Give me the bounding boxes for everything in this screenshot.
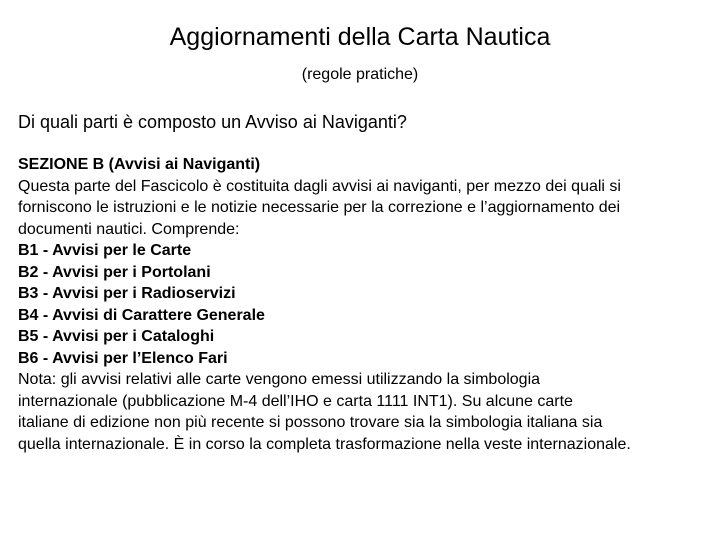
list-item: B1 - Avvisi per le Carte <box>18 242 192 259</box>
intro-line: forniscono le istruzioni e le notizie necessarie per la correzione e l’aggiornamento dei <box>18 199 621 216</box>
list-item: B3 - Avvisi per i Radioservizi <box>18 285 236 302</box>
list-item: B6 - Avvisi per l’Elenco Fari <box>18 349 228 367</box>
slide-subtitle: (regole pratiche) <box>301 66 419 83</box>
note-line: internazionale (pubblicazione M-4 dell’IHO e carta 1111 INT1). Su alcune carte <box>18 392 573 410</box>
intro-line: documenti nautici. Comprende: <box>18 220 240 238</box>
note-line: italiane di edizione non più recente si possono trovare sia la simbologia italiana sia <box>18 414 603 431</box>
slide-title: Aggiornamenti della Carta Nautica <box>169 23 551 51</box>
list-item: B5 - Avvisi per i Cataloghi <box>18 328 215 345</box>
intro-line: Questa parte del Fascicolo è costituita dagli avvisi ai naviganti, per mezzo dei quali si <box>18 177 621 195</box>
section-heading: SEZIONE B (Avvisi ai Naviganti) <box>18 156 261 173</box>
note-line: Nota: gli avvisi relativi alle carte vengono emessi utilizzando la simbologia <box>18 371 541 388</box>
body-text <box>18 154 718 455</box>
question-text: Di quali parti è composto un Avviso ai Naviganti? <box>18 112 407 132</box>
list-item: B4 - Avvisi di Carattere Generale <box>18 306 265 324</box>
list-item: B2 - Avvisi per i Portolani <box>18 263 211 281</box>
note-line: quella internazionale. È in corso la completa trasformazione nella veste internazionale. <box>18 435 631 453</box>
